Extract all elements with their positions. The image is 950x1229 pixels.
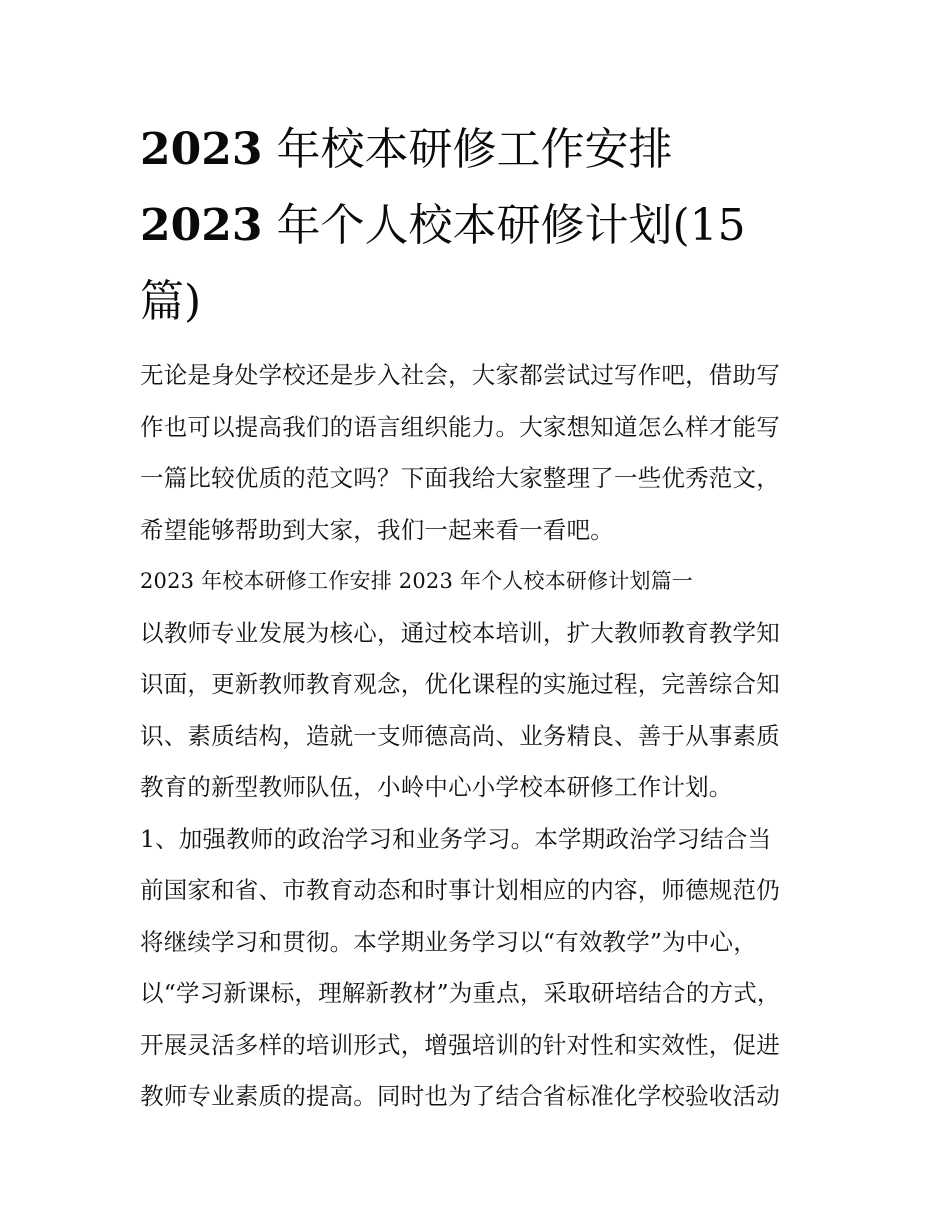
title-year-2: 2023 xyxy=(140,200,263,251)
body-line: 以教师专业发展为核心，通过校本培训，扩大教师教育教学知 xyxy=(140,618,780,647)
body-line: 识、素质结构，造就一支师德高尚、业务精良、善于从事素质 xyxy=(140,721,780,750)
body-line: 前国家和省、市教育动态和时事计划相应的内容，师德规范仍 xyxy=(140,876,780,904)
document-body xyxy=(140,350,820,1123)
body-line: 作也可以提高我们的语言组织能力。大家想知道怎么样才能写 xyxy=(140,412,780,441)
title-line-1 xyxy=(140,112,820,188)
body-line: 将继续学习和贯彻。本学期业务学习以“有效教学”为中心， xyxy=(140,927,757,956)
title-text-1: 年校本研修工作安排 xyxy=(276,124,673,175)
body-line: 以“学习新课标，理解新教材”为重点，采取研培结合的方式， xyxy=(140,979,781,1007)
body-line: 开展灵活多样的培训形式，增强培训的针对性和实效性，促进 xyxy=(140,1030,780,1059)
document-title xyxy=(140,112,820,340)
body-line: 教育的新型教师队伍，小岭中心小学校本研修工作计划。 xyxy=(140,773,733,801)
title-year-1: 2023 xyxy=(140,124,263,175)
title-text-2: 年个人校本研修计划(15 xyxy=(276,200,746,251)
body-line: 识面，更新教师教育观念，优化课程的实施过程，完善综合知 xyxy=(140,670,780,698)
body-line: 教师专业素质的提高。同时也为了结合省标准化学校验收活动 xyxy=(140,1082,780,1110)
document-page xyxy=(140,112,820,1123)
body-line: 无论是身处学校还是步入社会，大家都尝试过写作吧，借助写 xyxy=(140,361,780,389)
section-heading: 2023 年校本研修工作安排 2023 年个人校本研修计划篇一 xyxy=(140,569,694,593)
body-line: 1、加强教师的政治学习和业务学习。本学期政治学习结合当 xyxy=(140,824,772,853)
title-line-2 xyxy=(140,188,820,264)
title-line-3: 篇) xyxy=(140,276,202,327)
body-line: 希望能够帮助到大家，我们一起来看一看吧。 xyxy=(140,515,614,544)
body-line: 一篇比较优质的范文吗？下面我给大家整理了一些优秀范文， xyxy=(140,464,780,492)
